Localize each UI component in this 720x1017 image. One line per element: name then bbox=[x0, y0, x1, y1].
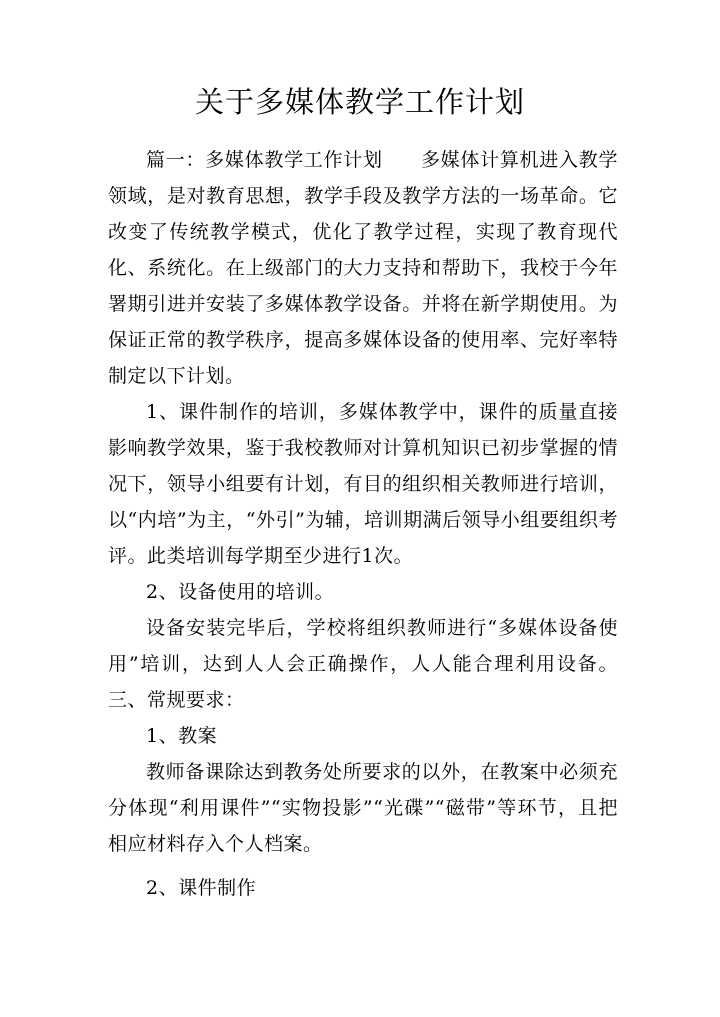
paragraph-intro-lead: 篇一：多媒体教学工作计划 bbox=[146, 149, 383, 171]
paragraph-lesson-plan-heading: 1、教案 bbox=[146, 725, 218, 747]
paragraph-courseware-training: 1、课件制作的培训，多媒体教学中，课件的质量直接影响教学效果，鉴于我校教师对计算机知识已初步掌握的情况下，领导小组要有计划，有目的组织相关教师进行培训，以“内培”为主，“外引”为辅，培训期满后领导小组要组织考评。此类培训每学期至少进行1次。 bbox=[108, 401, 618, 567]
document-title: 关于多媒体教学工作计划 bbox=[194, 85, 525, 119]
paragraph-equipment-training-heading: 2、设备使用的培训。 bbox=[146, 581, 335, 603]
document-body bbox=[108, 142, 618, 906]
paragraph-intro bbox=[108, 142, 618, 394]
paragraph-equipment-training: 设备安装完毕后，学校将组织教师进行“多媒体设备使用”培训，达到人人会正确操作，人人能合理利用设备。三、常规要求： bbox=[108, 617, 618, 711]
paragraph-intro-text: 多媒体计算机进入教学领域，是对教育思想，教学手段及教学方法的一场革命。它改变了传统教学模式，优化了教学过程，实现了教育现代化、系统化。在上级部门的大力支持和帮助下，我校于今年署期引进并安装了多媒体教学设备。并将在新学期使用。为保证正常的教学秩序，提高多媒体设备的使用率、完好率特制定以下计划。 bbox=[108, 149, 618, 387]
paragraph-lesson-plan: 教师备课除达到教务处所要求的以外，在教案中必须充分体现“利用课件”“实物投影”“光碟”“磁带”等环节，且把相应材料存入个人档案。 bbox=[108, 761, 618, 855]
paragraph-courseware-heading: 2、课件制作 bbox=[146, 877, 257, 899]
